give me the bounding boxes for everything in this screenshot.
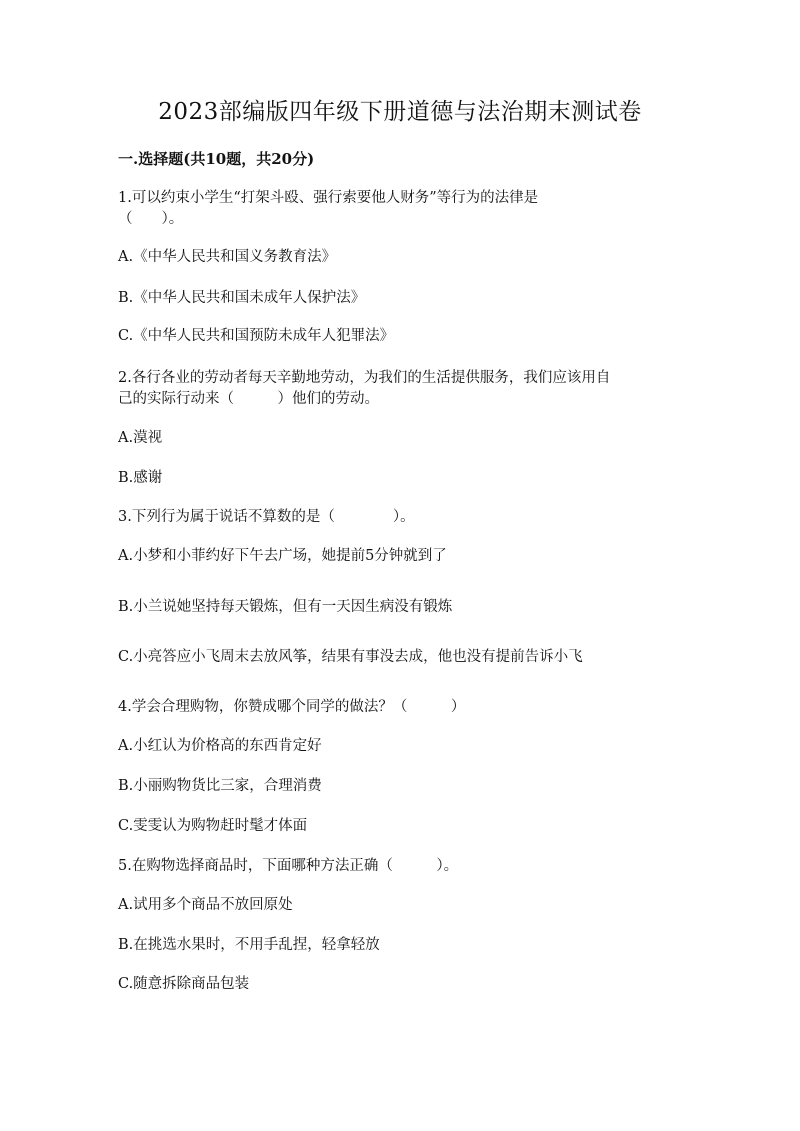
- question-4-option-a: A.小红认为价格高的东西肯定好: [118, 738, 322, 754]
- question-3-option-c: C.小亮答应小飞周末去放风筝，结果有事没去成，他也没有提前告诉小飞: [118, 649, 583, 665]
- question-3-option-a: A.小梦和小菲约好下午去广场，她提前5分钟就到了: [118, 548, 447, 564]
- question-1-stem-line-2: （ ）。: [118, 211, 184, 227]
- question-1-option-b: B.《中华人民共和国未成年人保护法》: [118, 290, 366, 306]
- question-5-option-c: C.随意拆除商品包装: [118, 976, 250, 992]
- question-3-option-b: B.小兰说她坚持每天锻炼，但有一天因生病没有锻炼: [118, 599, 453, 615]
- question-2-stem-line-1: 2.各行各业的劳动者每天辛勤地劳动，为我们的生活提供服务，我们应该用自: [118, 370, 611, 386]
- question-2-option-b: B.感谢: [118, 470, 163, 486]
- question-5-option-b: B.在挑选水果时，不用手乱捏，轻拿轻放: [118, 937, 380, 953]
- question-2-option-a: A.漠视: [118, 430, 163, 446]
- question-4-stem: 4.学会合理购物，你赞成哪个同学的做法？（ ）: [118, 699, 466, 715]
- question-4-option-c: C.雯雯认为购物赶时髦才体面: [118, 818, 308, 834]
- question-1-option-a: A.《中华人民共和国义务教育法》: [118, 249, 337, 265]
- question-5-option-a: A.试用多个商品不放回原处: [118, 897, 293, 913]
- question-4-option-b: B.小丽购物货比三家，合理消费: [118, 778, 322, 794]
- question-1-stem-line-1: 1.可以约束小学生“打架斗殴、强行索要他人财务”等行为的法律是: [118, 190, 539, 206]
- question-1-option-c: C.《中华人民共和国预防未成年人犯罪法》: [118, 328, 395, 344]
- question-2-stem-line-2: 己的实际行动来（ ）他们的劳动。: [118, 391, 379, 407]
- question-3-stem: 3.下列行为属于说话不算数的是（ ）。: [118, 509, 415, 525]
- exam-title: 2023部编版四年级下册道德与法治期末测试卷: [158, 99, 642, 125]
- section-heading: 一.选择题(共10题，共20分): [118, 150, 315, 168]
- question-5-stem: 5.在购物选择商品时，下面哪种方法正确（ ）。: [118, 858, 459, 874]
